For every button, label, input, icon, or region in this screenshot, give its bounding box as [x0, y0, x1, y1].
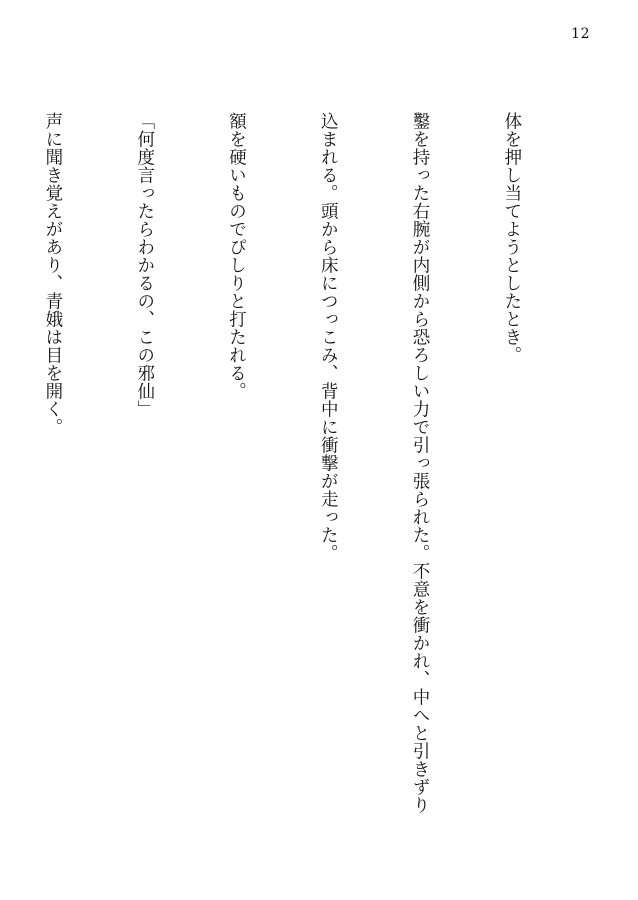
- text-line-6: 声に聞き覚えがあり、青娥は目を開く。: [42, 112, 63, 436]
- text-line-2: 鑿を持った右腕が内側から恐ろしい力で引っ張られた。不意を衝かれ、中へと引きずり: [410, 112, 431, 814]
- novel-body-text: [42, 112, 588, 832]
- text-line-3: 込まれる。頭から床につっこみ、背中に衝撃が走った。: [318, 112, 339, 562]
- text-line-5: 「何度言ったらわかるの、この邪仙」: [134, 112, 155, 418]
- text-line-4: 額を硬いものでぴしりと打たれる。: [226, 112, 247, 400]
- text-line-1: 体を押し当てようとしたとき。: [501, 112, 522, 364]
- page-number: 12: [571, 26, 590, 42]
